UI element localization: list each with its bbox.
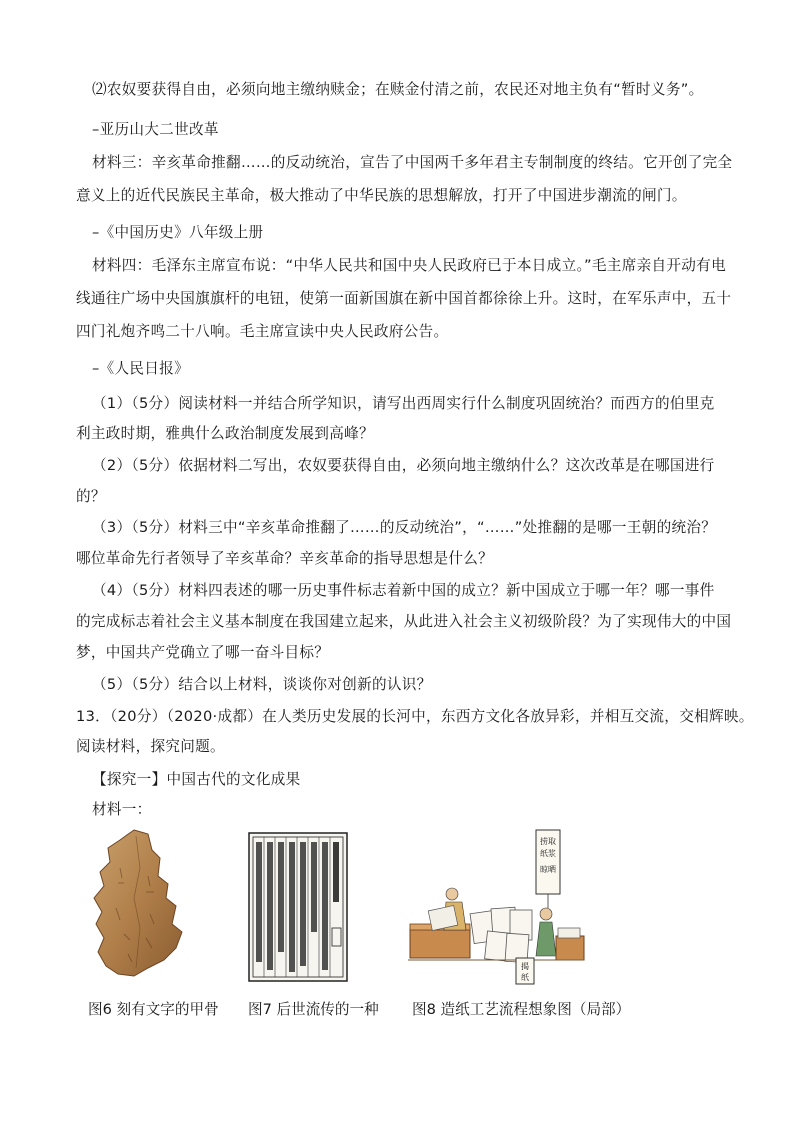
question-4-line-3: 梦，中国共产党确立了哪一奋斗目标？ xyxy=(76,644,330,661)
material-3-line-1: 材料三：辛亥革命推翻……的反动统治，宣告了中国两千多年君主专制制度的终结。它开创了完全 xyxy=(92,154,733,171)
question-1-line-2: 利主政时期，雅典什么政治制度发展到高峰？ xyxy=(76,425,374,442)
question-13-line-1: 13．（20分）（2020·成都）在人类历史发展的长河中，东西方文化各放异彩，并相互交流，交相辉映。 xyxy=(76,708,754,725)
svg-text:晾晒: 晾晒 xyxy=(540,865,556,874)
question-5-line-1: （5）（5分）结合以上材料，谈谈你对创新的认识？ xyxy=(92,676,432,693)
svg-text:纸: 纸 xyxy=(521,973,529,982)
oracle-bone-image xyxy=(88,828,188,978)
fig7-caption: 图7 后世流传的一种 xyxy=(248,1001,379,1018)
question-3-line-2: 哪位革命先行者领导了辛亥革命？辛亥革命的指导思想是什么？ xyxy=(76,550,494,567)
source-line-1: –亚历山大二世改革 xyxy=(92,121,219,138)
question-3-line-1: （3）（5分）材料三中“辛亥革命推翻了……的反动统治”，“……”处推翻的是哪一王朝的统治？ xyxy=(92,519,717,536)
svg-text:纸浆: 纸浆 xyxy=(540,849,556,858)
fig8-label-top: 捞取 xyxy=(540,837,556,846)
question-4-line-2: 的完成标志着社会主义基本制度在我国建立起来，从此进入社会主义初级阶段？为了实现伟大的中国 xyxy=(76,613,732,630)
question-13-line-2: 阅读材料，探究问题。 xyxy=(76,738,225,755)
material-4-line-2: 线通往广场中央国旗旗杆的电钮，使第一面新国旗在新中国首都徐徐上升。这时，在军乐声中，五十 xyxy=(76,290,732,307)
source-line-3: –《人民日报》 xyxy=(92,360,189,377)
material-4-line-1: 材料四：毛泽东主席宣布说：“中华人民共和国中央人民政府已于本日成立。”毛主席亲自开动有电 xyxy=(92,257,726,274)
papermaking-illustration xyxy=(406,828,586,986)
question-1-line-1: （1）（5分）阅读材料一并结合所学知识，请写出西周实行什么制度巩固统治？而西方的伯里克 xyxy=(92,395,715,412)
question-4-line-1: （4）（5分）材料四表述的哪一历史事件标志着新中国的成立？新中国成立于哪一年？哪一事件 xyxy=(92,582,715,599)
source-line-2: –《中国历史》八年级上册 xyxy=(92,224,264,241)
ancient-book-image xyxy=(248,832,348,982)
fig8-caption: 图8 造纸工艺流程想象图（局部） xyxy=(412,1001,631,1018)
question-2-line-2: 的？ xyxy=(76,488,106,505)
question-2-line-1: （2）（5分）依据材料二写出，农奴要获得自由，必须向地主缴纳什么？这次改革是在哪国进行 xyxy=(92,457,715,474)
fig8-label-bottom: 揭 xyxy=(521,962,529,971)
material-1-label: 材料一： xyxy=(92,801,152,818)
inquiry-1-heading: 【探究一】中国古代的文化成果 xyxy=(92,771,301,788)
material-3-line-2: 意义上的近代民族民主革命，极大推动了中华民族的思想解放，打开了中国进步潮流的闸门。 xyxy=(76,187,687,204)
material-4-line-3: 四门礼炮齐鸣二十八响。毛主席宣读中央人民政府公告。 xyxy=(76,323,449,340)
fig6-caption: 图6 刻有文字的甲骨 xyxy=(88,1001,219,1018)
text-line-1: ⑵农奴要获得自由，必须向地主缴纳赎金；在赎金付清之前，农民还对地主负有“暂时义务”。 xyxy=(92,81,704,98)
